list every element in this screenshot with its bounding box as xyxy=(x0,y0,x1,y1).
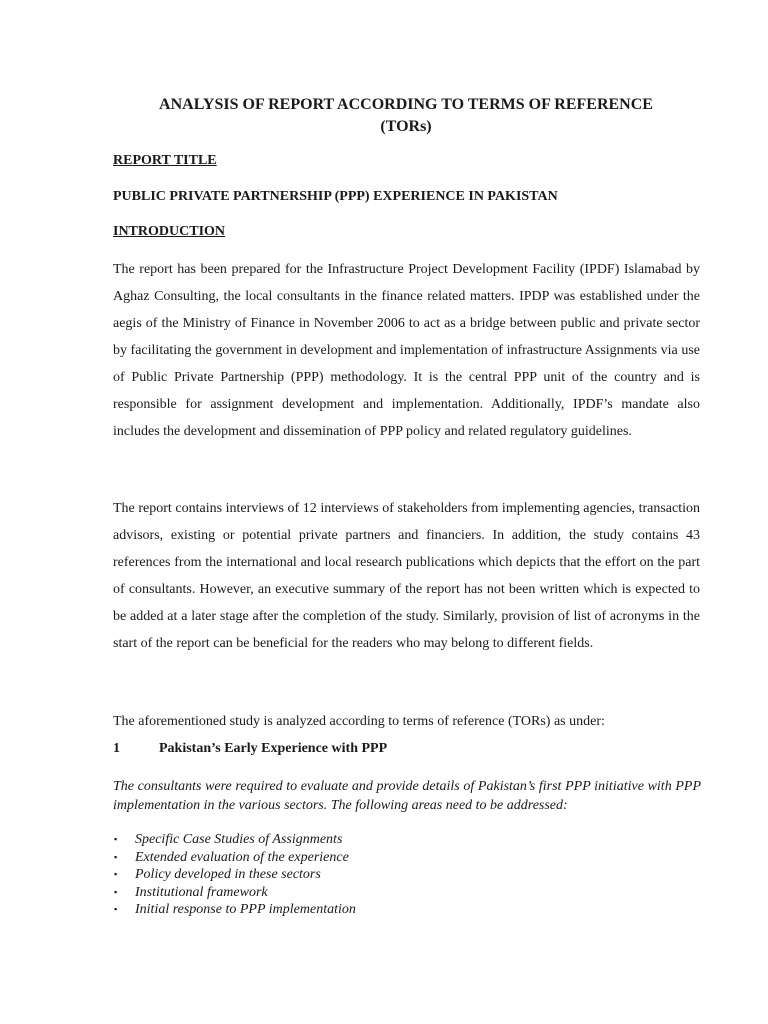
list-item xyxy=(113,884,356,902)
title-line-1: ANALYSIS OF REPORT ACCORDING TO TERMS OF REFERENCE xyxy=(159,96,653,113)
list-item xyxy=(113,866,356,884)
list-item xyxy=(113,901,356,919)
document-title xyxy=(112,94,700,138)
bullet-text: Extended evaluation of the experience xyxy=(135,849,349,865)
report-title: PUBLIC PRIVATE PARTNERSHIP (PPP) EXPERIENCE IN PAKISTAN xyxy=(113,189,558,204)
introduction-paragraph-3: The aforementioned study is analyzed according to terms of reference (TORs) as under: xyxy=(113,714,605,729)
section-1-title: Pakistan’s Early Experience with PPP xyxy=(159,741,388,756)
section-1-bullet-list xyxy=(113,831,356,919)
list-item xyxy=(113,849,356,867)
bullet-text: Policy developed in these sectors xyxy=(135,867,321,882)
introduction-paragraph-1: The report has been prepared for the Infrastructure Project Development Facility (IPDF) Islamabad by Aghaz Consulting, the local consultants in the finance related matters. IPDP was established under the aegis of the Ministry of Finance in November 2006 to act as a bridge between public and private sector by facilitating the government in development and implementation of infrastructure Assignments via use of Public Private Partnership (PPP) methodology. It is the central PPP unit of the country and is responsible for assignment development and implementation. Additionally, IPDF’s mandate also includes the development and dissemination of PPP policy and related regulatory guidelines. xyxy=(113,262,700,439)
bullet-icon: ▪ xyxy=(114,851,118,862)
section-1-intro: The consultants were required to evaluate and provide details of Pakistan’s first PPP initiative with PPP implementation in the various sectors. The following areas need to be addressed: xyxy=(113,779,701,813)
section-1-number: 1 xyxy=(113,741,120,756)
bullet-text: Institutional framework xyxy=(135,884,268,900)
report-title-heading: REPORT TITLE xyxy=(113,153,217,168)
bullet-icon: ▪ xyxy=(114,904,118,914)
bullet-icon: ▪ xyxy=(114,869,118,879)
bullet-icon: ▪ xyxy=(114,886,118,897)
bullet-text: Initial response to PPP implementation xyxy=(135,902,356,917)
list-item xyxy=(113,831,356,849)
bullet-text: Specific Case Studies of Assignments xyxy=(135,832,343,847)
introduction-paragraph-2: The report contains interviews of 12 interviews of stakeholders from implementing agencies, transaction advisors, existing or potential private partners and financiers. In addition, the study contains 43 references from the international and local research publications which depicts that the effort on the part of consultants. However, an executive summary of the report has not been written which is expected to be added at a later stage after the completion of the study. Similarly, provision of list of acronyms in the start of the report can be beneficial for the readers who may belong to different fields. xyxy=(113,501,700,651)
title-line-2: (TORs) xyxy=(380,118,432,135)
introduction-heading: INTRODUCTION xyxy=(113,224,226,239)
bullet-icon: ▪ xyxy=(114,834,118,844)
